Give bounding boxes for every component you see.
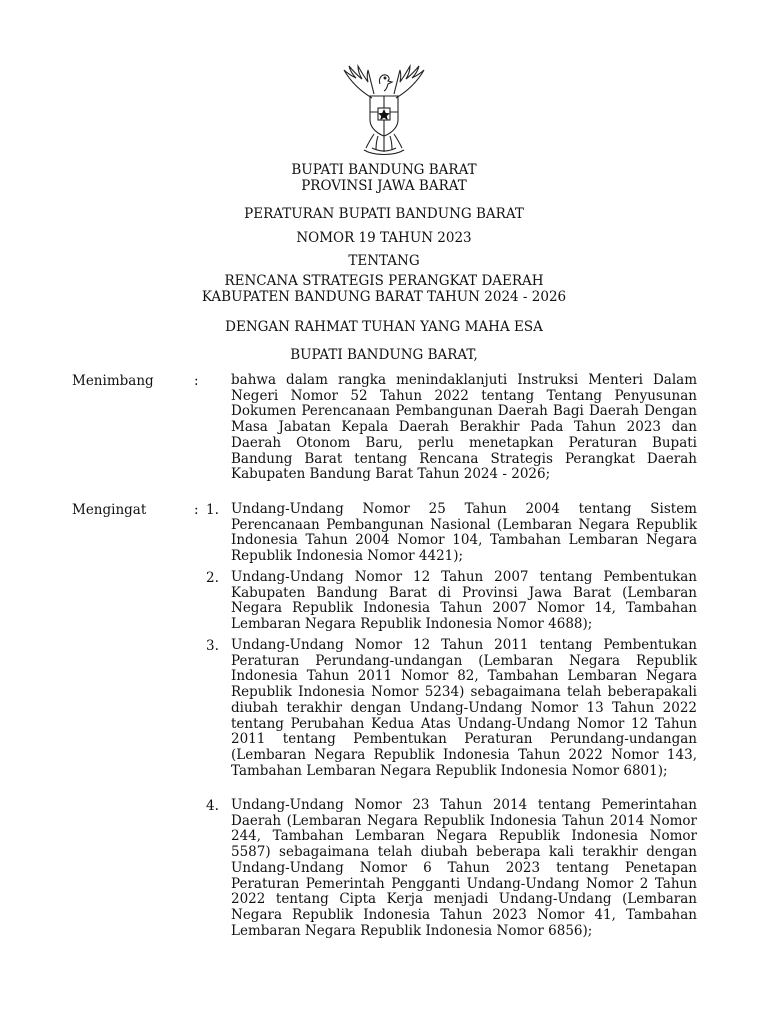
menimbang-colon: :	[194, 373, 199, 389]
mengingat-item-text: Undang-Undang Nomor 12 Tahun 2007 tentang Pembentukan Kabupaten Bandung Barat di Provinsi Jawa Barat (Lembaran Negara Republik Indonesia Tahun 2007 Nomor 14, Tambahan Lembaran Negara Republik Indonesia Nomor 4688);	[231, 569, 697, 633]
province-title: PROVINSI JAWA BARAT	[301, 178, 467, 194]
subject-line-1: RENCANA STRATEGIS PERANGKAT DAERAH	[224, 273, 544, 289]
tentang-heading: TENTANG	[348, 253, 420, 269]
mengingat-colon: :	[194, 502, 199, 518]
garuda-emblem-icon	[334, 64, 434, 156]
mengingat-item-number: 2.	[206, 570, 219, 586]
mengingat-label: Mengingat	[72, 502, 147, 518]
mengingat-item-text: Undang-Undang Nomor 25 Tahun 2004 tentang Sistem Perencanaan Pembangunan Nasional (Lembaran Negara Republik Indonesia Tahun 2004 Nomor 104, Tambahan Lembaran Negara Republik Indonesia Nomor 4421);	[231, 501, 697, 565]
menimbang-text: bahwa dalam rangka menindaklanjuti Instruksi Menteri Dalam Negeri Nomor 52 Tahun 2022 tentang Tentang Penyusunan Dokumen Perencanaan Pembangunan Daerah Bagi Daerah Dengan Masa Jabatan Kepala Daerah Berakhir Pada Tahun 2023 dan Daerah Otonom Baru, perlu menetapkan Peraturan Bupati Bandung Barat tentang Rencana Strategis Perangkat Daerah Kabupaten Bandung Barat Tahun 2024 - 2026;	[231, 372, 697, 483]
mengingat-item-text: Undang-Undang Nomor 12 Tahun 2011 tentang Pembentukan Peraturan Perundang-undangan (Lembaran Negara Republik Indonesia Tahun 2011 Nomor 82, Tambahan Lembaran Negara Republik Indonesia Nomor 5234) sebagaimana telah beberapakali diubah terakhir dengan Undang-Undang Nomor 13 Tahun 2022 tentang Perubahan Kedua Atas Undang-Undang Nomor 12 Tahun 2011 tentang Pembentukan Peraturan Perundang-undangan (Lembaran Negara Republik Indonesia Tahun 2022 Nomor 143, Tambahan Lembaran Negara Republik Indonesia Nomor 6801);	[231, 637, 697, 779]
mengingat-item-text: Undang-Undang Nomor 23 Tahun 2014 tentang Pemerintahan Daerah (Lembaran Negara Republik Indonesia Tahun 2014 Nomor 244, Tambahan Lembaran Negara Republik Indonesia Nomor 5587) sebagaimana telah diubah beberapa kali terakhir dengan Undang-Undang Nomor 6 Tahun 2023 tentang Penetapan Peraturan Pemerintah Pengganti Undang-Undang Nomor 2 Tahun 2022 tentang Cipta Kerja menjadi Undang-Undang (Lembaran Negara Republik Indonesia Tahun 2023 Nomor 41, Tambahan Lembaran Negara Republik Indonesia Nomor 6856);	[231, 797, 697, 939]
official-line: BUPATI BANDUNG BARAT,	[290, 347, 478, 363]
regulation-title: PERATURAN BUPATI BANDUNG BARAT	[244, 206, 524, 222]
menimbang-label: Menimbang	[72, 373, 154, 389]
blessing-line: DENGAN RAHMAT TUHAN YANG MAHA ESA	[225, 319, 543, 335]
mengingat-item-number: 1.	[206, 502, 219, 518]
mengingat-item-number: 4.	[206, 798, 219, 814]
regulation-number: NOMOR 19 TAHUN 2023	[296, 230, 472, 246]
mengingat-item-number: 3.	[206, 638, 219, 654]
regent-title: BUPATI BANDUNG BARAT	[291, 162, 477, 178]
subject-line-2: KABUPATEN BANDUNG BARAT TAHUN 2024 - 2026	[201, 289, 567, 305]
